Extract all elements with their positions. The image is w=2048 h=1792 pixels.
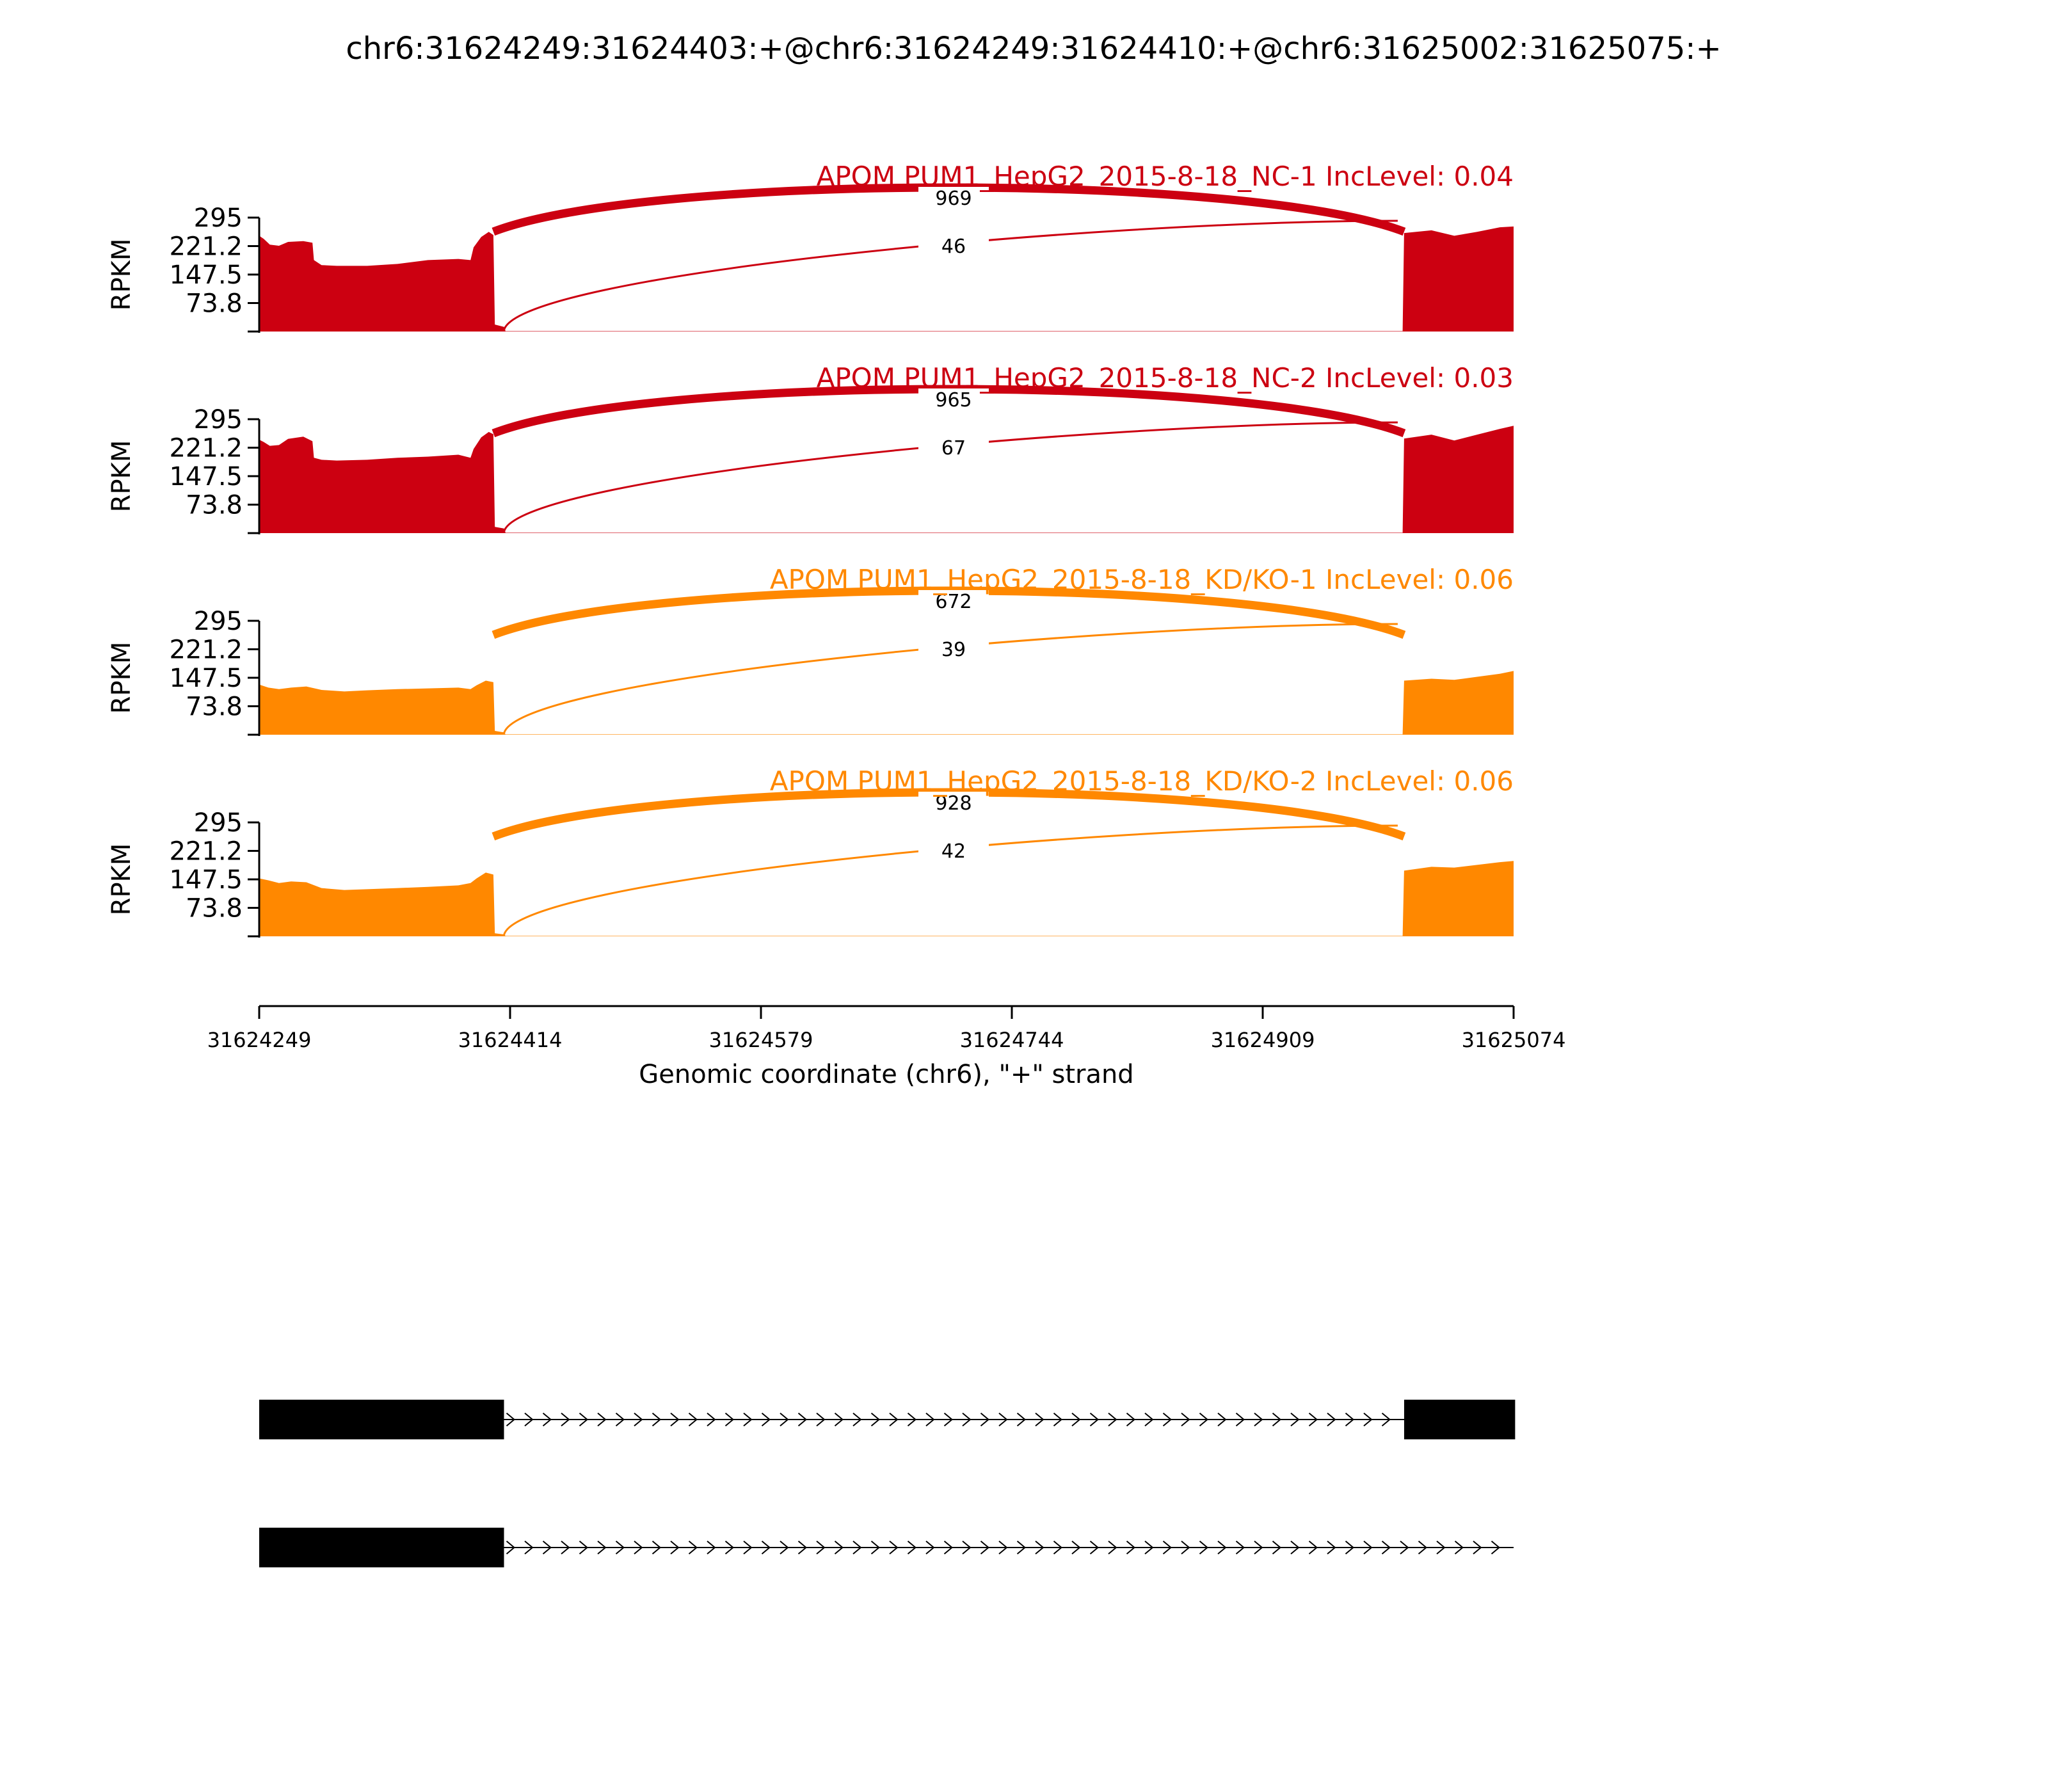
y-axis-label: RPKM xyxy=(107,238,136,311)
y-tick-label: 147.5 xyxy=(169,260,243,290)
chart-title: chr6:31624249:31624403:+@chr6:31624249:31624410:+@chr6:31625002:31625075:+ xyxy=(346,31,1722,67)
y-tick-label: 147.5 xyxy=(169,664,243,693)
isoform-track xyxy=(259,1400,1515,1567)
coverage-area xyxy=(259,671,1514,735)
y-tick-label: 147.5 xyxy=(169,865,243,895)
sample-panels xyxy=(107,161,1514,938)
y-tick-label: 295 xyxy=(193,204,243,233)
y-tick-label: 221.2 xyxy=(169,232,243,262)
y-tick-label: 73.8 xyxy=(185,289,243,319)
y-tick-label: 73.8 xyxy=(185,490,243,520)
x-axis-label: Genomic coordinate (chr6), "+" strand xyxy=(639,1060,1134,1089)
sample-label: APOM PUM1_HepG2_2015-8-18_NC-1 IncLevel: 0.04 xyxy=(816,161,1514,192)
sample-panel xyxy=(107,765,1514,938)
y-tick-label: 221.2 xyxy=(169,635,243,665)
exon-block xyxy=(1404,1400,1515,1439)
junction-count-skip: 672 xyxy=(935,591,972,613)
junction-count-inclusion: 39 xyxy=(941,639,966,661)
y-axis-label: RPKM xyxy=(107,843,136,916)
y-tick-label: 295 xyxy=(193,405,243,435)
x-axis xyxy=(207,1006,1566,1052)
y-tick-label: 147.5 xyxy=(169,462,243,492)
x-tick-label: 31625074 xyxy=(1461,1028,1566,1052)
x-tick-label: 31624744 xyxy=(959,1028,1064,1052)
x-tick-label: 31624249 xyxy=(207,1028,312,1052)
exon-block xyxy=(259,1400,504,1439)
sample-panel xyxy=(107,564,1514,736)
junction-count-inclusion: 46 xyxy=(941,236,966,258)
junction-count-inclusion: 42 xyxy=(941,840,966,863)
isoform-row xyxy=(259,1528,1514,1567)
junction-count-skip: 969 xyxy=(935,188,972,210)
sample-label: APOM PUM1_HepG2_2015-8-18_KD/KO-2 IncLevel: 0.06 xyxy=(769,765,1514,797)
junction-count-inclusion: 67 xyxy=(941,437,966,460)
junction-count-skip: 928 xyxy=(935,792,972,815)
y-axis-label: RPKM xyxy=(107,641,136,714)
y-tick-label: 73.8 xyxy=(185,692,243,722)
y-tick-label: 221.2 xyxy=(169,836,243,867)
sample-label: APOM PUM1_HepG2_2015-8-18_KD/KO-1 IncLevel: 0.06 xyxy=(769,564,1514,595)
y-tick-label: 73.8 xyxy=(185,893,243,924)
y-tick-label: 295 xyxy=(193,808,243,838)
y-tick-label: 295 xyxy=(193,607,243,636)
y-axis-label: RPKM xyxy=(107,440,136,513)
coverage-area xyxy=(259,227,1514,332)
x-tick-label: 31624579 xyxy=(708,1028,813,1052)
y-tick-label: 221.2 xyxy=(169,433,243,463)
sample-label: APOM PUM1_HepG2_2015-8-18_NC-2 IncLevel: 0.03 xyxy=(816,362,1514,394)
coverage-area xyxy=(259,861,1514,936)
x-tick-label: 31624414 xyxy=(458,1028,563,1052)
coverage-area xyxy=(259,426,1514,533)
x-tick-label: 31624909 xyxy=(1210,1028,1315,1052)
exon-block xyxy=(259,1528,504,1567)
junction-count-skip: 965 xyxy=(935,389,972,412)
sample-panel xyxy=(107,161,1514,333)
isoform-row xyxy=(259,1400,1515,1439)
sample-panel xyxy=(107,362,1514,534)
